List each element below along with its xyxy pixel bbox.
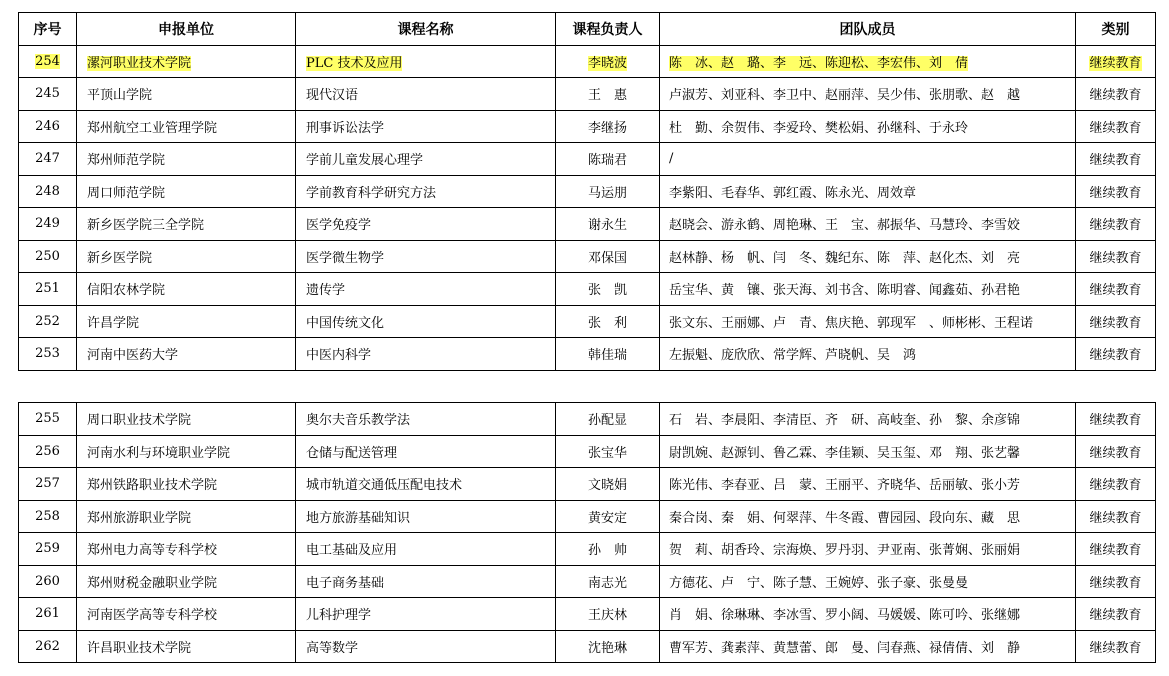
header-lead: 课程负责人 — [556, 13, 660, 46]
course-name-cell — [296, 533, 556, 566]
category-text: 继续教育 — [1089, 185, 1142, 201]
row-number-text: 246 — [35, 118, 60, 134]
applicant-unit-text: 郑州师范学院 — [87, 153, 166, 169]
course-name-cell — [296, 305, 556, 338]
course-name-text: 刑事诉讼法学 — [306, 120, 385, 136]
category-cell — [1076, 630, 1156, 663]
team-members-text: 赵晓会、游永鹤、周艳琳、王 宝、郝振华、马慧玲、李雪姣 — [669, 218, 1021, 234]
course-name-text: PLC 技术及应用 — [306, 55, 403, 71]
table-row — [19, 565, 1156, 598]
course-lead-cell — [556, 305, 660, 338]
applicant-unit-text: 郑州铁路职业技术学院 — [87, 478, 218, 494]
row-number-text: 252 — [35, 313, 60, 329]
table-row — [19, 598, 1156, 631]
row-number-cell — [19, 208, 77, 241]
applicant-unit-cell — [77, 565, 296, 598]
team-members-text: 岳宝华、黄 镶、张天海、刘书含、陈明睿、闻鑫茹、孙君艳 — [669, 283, 1021, 299]
team-members-cell — [660, 208, 1076, 241]
row-number-cell — [19, 468, 77, 501]
team-members-text: 秦合岗、秦 娟、何翠萍、牛冬霞、曹园园、段向东、藏 思 — [669, 510, 1021, 526]
course-lead-text: 张 凯 — [587, 283, 627, 299]
category-cell — [1076, 403, 1156, 436]
team-members-text: / — [669, 151, 674, 167]
category-cell — [1076, 500, 1156, 533]
team-members-cell — [660, 468, 1076, 501]
row-number-text: 255 — [35, 411, 60, 427]
team-members-cell — [660, 273, 1076, 306]
course-lead-cell — [556, 208, 660, 241]
row-number-text: 254 — [35, 53, 60, 69]
team-members-cell — [660, 500, 1076, 533]
category-text: 继续教育 — [1089, 55, 1142, 71]
course-lead-text: 张宝华 — [587, 445, 627, 461]
table-header-row — [19, 13, 1156, 46]
course-name-cell — [296, 208, 556, 241]
row-number-text: 260 — [35, 573, 60, 589]
course-lead-cell — [556, 338, 660, 371]
header-category: 类别 — [1076, 13, 1156, 46]
row-number-text: 247 — [35, 151, 60, 167]
team-members-text: 杜 勤、余贺伟、李爱玲、樊松娟、孙继科、于永玲 — [669, 120, 969, 136]
category-cell — [1076, 240, 1156, 273]
row-number-cell — [19, 435, 77, 468]
course-lead-cell — [556, 468, 660, 501]
table-row — [19, 403, 1156, 436]
course-lead-cell — [556, 533, 660, 566]
row-number-text: 257 — [35, 476, 60, 492]
applicant-unit-cell — [77, 240, 296, 273]
applicant-unit-text: 许昌学院 — [87, 315, 140, 331]
category-text: 继续教育 — [1089, 348, 1142, 364]
table-row — [19, 500, 1156, 533]
course-lead-text: 谢永生 — [587, 218, 627, 234]
team-members-cell — [660, 598, 1076, 631]
table-row — [19, 630, 1156, 663]
applicant-unit-cell — [77, 305, 296, 338]
course-lead-cell — [556, 435, 660, 468]
applicant-unit-cell — [77, 500, 296, 533]
row-number-text: 250 — [35, 248, 60, 264]
team-members-text: 赵林静、杨 帆、闫 冬、魏纪东、陈 萍、赵化杰、刘 亮 — [669, 250, 1021, 266]
category-cell — [1076, 305, 1156, 338]
course-name-text: 高等数学 — [306, 640, 359, 656]
course-name-text: 学前教育科学研究方法 — [306, 185, 437, 201]
course-name-cell — [296, 240, 556, 273]
table-row — [19, 78, 1156, 111]
course-name-cell — [296, 565, 556, 598]
row-number-cell — [19, 273, 77, 306]
course-name-cell — [296, 630, 556, 663]
applicant-unit-text: 周口师范学院 — [87, 185, 166, 201]
row-number-cell — [19, 175, 77, 208]
row-number-cell — [19, 240, 77, 273]
team-members-text: 肖 娟、徐琳琳、李冰雪、罗小阔、马媛媛、陈可吟、张继娜 — [669, 608, 1021, 624]
applicant-unit-cell — [77, 435, 296, 468]
header-no: 序号 — [19, 13, 77, 46]
course-name-text: 中医内科学 — [306, 348, 372, 364]
course-lead-text: 孙 帅 — [587, 543, 627, 559]
row-number-text: 261 — [35, 606, 60, 622]
table-row — [19, 208, 1156, 241]
team-members-text: 陈光伟、李春亚、吕 蒙、王丽平、齐晓华、岳丽敏、张小芳 — [669, 478, 1021, 494]
row-number-text: 251 — [35, 281, 60, 297]
team-members-text: 贺 莉、胡香玲、宗海焕、罗丹羽、尹亚南、张菁娴、张丽娟 — [669, 543, 1021, 559]
category-cell — [1076, 78, 1156, 111]
course-lead-cell — [556, 500, 660, 533]
course-name-text: 奥尔夫音乐教学法 — [306, 413, 411, 429]
applicant-unit-cell — [77, 208, 296, 241]
team-members-cell — [660, 533, 1076, 566]
category-cell — [1076, 208, 1156, 241]
applicant-unit-text: 新乡医学院 — [87, 250, 153, 266]
header-team: 团队成员 — [660, 13, 1076, 46]
team-members-text: 张文东、王丽娜、卢 青、焦庆艳、郭现军 、师彬彬、王程诺 — [669, 315, 1034, 331]
table-row — [19, 110, 1156, 143]
course-name-text: 遗传学 — [306, 283, 346, 299]
table-row — [19, 175, 1156, 208]
category-cell — [1076, 45, 1156, 78]
applicant-unit-text: 周口职业技术学院 — [87, 413, 192, 429]
course-name-text: 中国传统文化 — [306, 315, 385, 331]
team-members-cell — [660, 78, 1076, 111]
course-name-text: 医学免疫学 — [306, 218, 372, 234]
course-name-text: 地方旅游基础知识 — [306, 510, 411, 526]
course-name-text: 电工基础及应用 — [306, 543, 398, 559]
course-lead-cell — [556, 143, 660, 176]
course-lead-text: 沈艳琳 — [587, 640, 627, 656]
row-number-cell — [19, 78, 77, 111]
course-lead-text: 韩佳瑞 — [587, 348, 627, 364]
category-text: 继续教育 — [1089, 283, 1142, 299]
row-number-cell — [19, 598, 77, 631]
team-members-cell — [660, 630, 1076, 663]
row-number-text: 256 — [35, 443, 60, 459]
course-name-cell — [296, 403, 556, 436]
applicant-unit-text: 郑州旅游职业学院 — [87, 510, 192, 526]
row-number-cell — [19, 338, 77, 371]
course-lead-cell — [556, 110, 660, 143]
applicant-unit-text: 平顶山学院 — [87, 88, 153, 104]
table-row — [19, 45, 1156, 78]
category-cell — [1076, 468, 1156, 501]
row-number-text: 259 — [35, 541, 60, 557]
category-cell — [1076, 338, 1156, 371]
course-lead-text: 黄安定 — [587, 510, 627, 526]
course-lead-text: 李继扬 — [587, 120, 627, 136]
row-number-text: 262 — [35, 638, 60, 654]
course-name-cell — [296, 468, 556, 501]
applicant-unit-cell — [77, 110, 296, 143]
applicant-unit-text: 河南中医药大学 — [87, 348, 179, 364]
applicant-unit-text: 许昌职业技术学院 — [87, 640, 192, 656]
category-cell — [1076, 598, 1156, 631]
course-lead-cell — [556, 630, 660, 663]
applicant-unit-text: 新乡医学院三全学院 — [87, 218, 205, 234]
team-members-text: 曹军芳、龚素萍、黄慧蕾、郎 曼、闫春燕、禄倩倩、刘 静 — [669, 640, 1021, 656]
course-lead-text: 李晓波 — [587, 55, 627, 71]
category-text: 继续教育 — [1089, 120, 1142, 136]
applicant-unit-text: 郑州电力高等专科学校 — [87, 543, 218, 559]
table-row — [19, 533, 1156, 566]
table-row — [19, 143, 1156, 176]
course-lead-cell — [556, 240, 660, 273]
applicant-unit-text: 漯河职业技术学院 — [87, 55, 192, 71]
table-row — [19, 338, 1156, 371]
team-members-text: 尉凯婉、赵源钊、鲁乙霖、李佳颖、吴玉玺、邓 翔、张艺馨 — [669, 445, 1021, 461]
row-number-text: 248 — [35, 183, 60, 199]
applicant-unit-cell — [77, 533, 296, 566]
course-name-text: 医学微生物学 — [306, 250, 385, 266]
category-cell — [1076, 110, 1156, 143]
course-name-text: 儿科护理学 — [306, 608, 372, 624]
applicant-unit-text: 河南医学高等专科学校 — [87, 608, 218, 624]
course-lead-text: 王 惠 — [587, 88, 627, 104]
category-text: 继续教育 — [1089, 640, 1142, 656]
category-cell — [1076, 273, 1156, 306]
course-name-cell — [296, 175, 556, 208]
course-name-cell — [296, 500, 556, 533]
table-row — [19, 240, 1156, 273]
applicant-unit-cell — [77, 78, 296, 111]
table-row — [19, 305, 1156, 338]
course-lead-cell — [556, 175, 660, 208]
course-name-cell — [296, 143, 556, 176]
team-members-text: 卢淑芳、刘亚科、李卫中、赵丽萍、吴少伟、张朋歌、赵 越 — [669, 88, 1021, 104]
course-lead-text: 邓保国 — [587, 250, 627, 266]
applicant-unit-text: 信阳农林学院 — [87, 283, 166, 299]
applicant-unit-cell — [77, 630, 296, 663]
applicant-unit-cell — [77, 468, 296, 501]
course-lead-text: 马运朋 — [587, 185, 627, 201]
course-table-upper — [18, 12, 1156, 371]
applicant-unit-cell — [77, 45, 296, 78]
team-members-cell — [660, 305, 1076, 338]
category-text: 继续教育 — [1089, 510, 1142, 526]
team-members-cell — [660, 110, 1076, 143]
course-name-cell — [296, 45, 556, 78]
course-lead-cell — [556, 598, 660, 631]
row-number-cell — [19, 45, 77, 78]
team-members-text: 石 岩、李晨阳、李清臣、齐 研、高岐奎、孙 黎、余彦锦 — [669, 413, 1021, 429]
applicant-unit-text: 河南水利与环境职业学院 — [87, 445, 231, 461]
row-number-cell — [19, 110, 77, 143]
team-members-cell — [660, 143, 1076, 176]
course-lead-cell — [556, 403, 660, 436]
course-lead-text: 陈瑞君 — [587, 153, 627, 169]
course-name-text: 现代汉语 — [306, 88, 359, 104]
course-name-cell — [296, 338, 556, 371]
row-number-text: 258 — [35, 508, 60, 524]
row-number-cell — [19, 305, 77, 338]
row-number-cell — [19, 143, 77, 176]
team-members-text: 左振魁、庞欣欣、常学辉、芦晓帆、吴 鸿 — [669, 348, 917, 364]
team-members-cell — [660, 338, 1076, 371]
course-lead-text: 王庆林 — [587, 608, 627, 624]
applicant-unit-cell — [77, 338, 296, 371]
row-number-cell — [19, 630, 77, 663]
team-members-cell — [660, 175, 1076, 208]
category-text: 继续教育 — [1089, 608, 1142, 624]
course-name-cell — [296, 598, 556, 631]
course-name-cell — [296, 435, 556, 468]
course-lead-text: 文晓娟 — [587, 478, 627, 494]
team-members-cell — [660, 565, 1076, 598]
category-text: 继续教育 — [1089, 250, 1142, 266]
applicant-unit-cell — [77, 175, 296, 208]
header-course: 课程名称 — [296, 13, 556, 46]
team-members-text: 陈 冰、赵 璐、李 远、陈迎松、李宏伟、刘 倩 — [669, 55, 969, 71]
course-table-lower — [18, 402, 1156, 663]
category-text: 继续教育 — [1089, 153, 1142, 169]
category-text: 继续教育 — [1089, 413, 1142, 429]
row-number-text: 253 — [35, 346, 60, 362]
course-lead-cell — [556, 45, 660, 78]
team-members-cell — [660, 45, 1076, 78]
course-lead-cell — [556, 273, 660, 306]
applicant-unit-cell — [77, 598, 296, 631]
team-members-cell — [660, 240, 1076, 273]
team-members-text: 李紫阳、毛春华、郭红霞、陈永光、周效章 — [669, 185, 917, 201]
team-members-cell — [660, 435, 1076, 468]
course-name-cell — [296, 273, 556, 306]
course-name-text: 仓储与配送管理 — [306, 445, 398, 461]
category-text: 继续教育 — [1089, 315, 1142, 331]
category-text: 继续教育 — [1089, 478, 1142, 494]
applicant-unit-text: 郑州航空工业管理学院 — [87, 120, 218, 136]
course-name-cell — [296, 110, 556, 143]
course-name-text: 学前儿童发展心理学 — [306, 153, 424, 169]
category-cell — [1076, 143, 1156, 176]
category-text: 继续教育 — [1089, 88, 1142, 104]
applicant-unit-cell — [77, 403, 296, 436]
applicant-unit-cell — [77, 143, 296, 176]
course-lead-text: 南志光 — [587, 575, 627, 591]
table-row — [19, 435, 1156, 468]
applicant-unit-text: 郑州财税金融职业学院 — [87, 575, 218, 591]
category-cell — [1076, 435, 1156, 468]
category-text: 继续教育 — [1089, 543, 1142, 559]
row-number-cell — [19, 403, 77, 436]
header-unit: 申报单位 — [77, 13, 296, 46]
row-number-cell — [19, 500, 77, 533]
category-text: 继续教育 — [1089, 445, 1142, 461]
category-cell — [1076, 175, 1156, 208]
team-members-text: 方德花、卢 宁、陈子慧、王婉婷、张子豪、张曼曼 — [669, 575, 969, 591]
row-number-text: 249 — [35, 216, 60, 232]
row-number-text: 245 — [35, 86, 60, 102]
course-lead-text: 孙配显 — [587, 413, 627, 429]
row-number-cell — [19, 565, 77, 598]
course-name-text: 电子商务基础 — [306, 575, 385, 591]
course-name-text: 城市轨道交通低压配电技术 — [306, 478, 463, 494]
team-members-cell — [660, 403, 1076, 436]
category-text: 继续教育 — [1089, 218, 1142, 234]
course-lead-text: 张 利 — [587, 315, 627, 331]
category-cell — [1076, 533, 1156, 566]
row-number-cell — [19, 533, 77, 566]
table-row — [19, 273, 1156, 306]
applicant-unit-cell — [77, 273, 296, 306]
course-lead-cell — [556, 78, 660, 111]
category-cell — [1076, 565, 1156, 598]
table-row — [19, 468, 1156, 501]
course-lead-cell — [556, 565, 660, 598]
category-text: 继续教育 — [1089, 575, 1142, 591]
course-name-cell — [296, 78, 556, 111]
